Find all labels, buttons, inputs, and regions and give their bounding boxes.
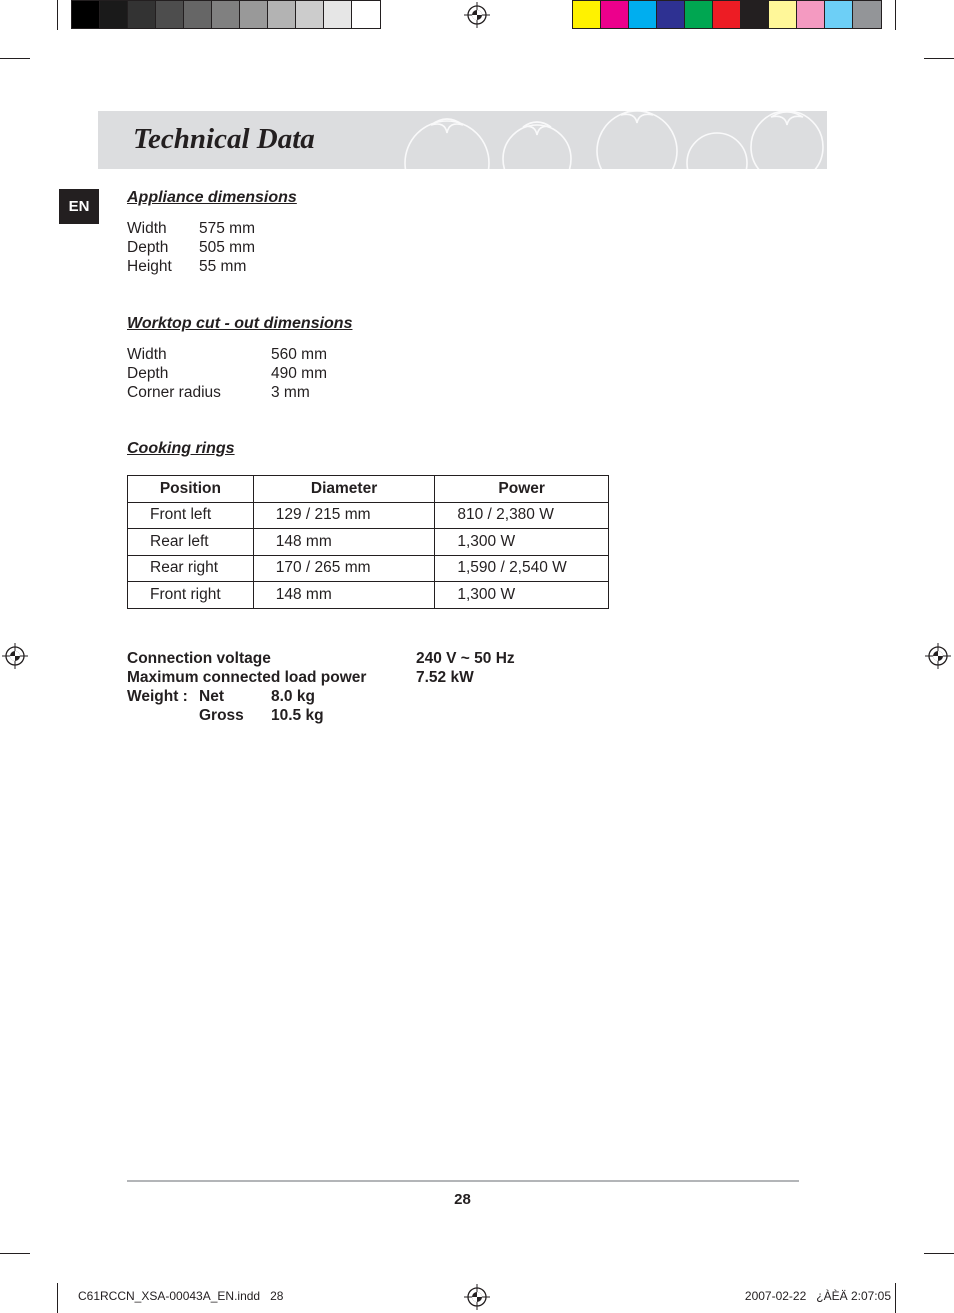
color-swatch-bar — [572, 0, 882, 29]
color-swatch — [573, 1, 601, 28]
color-swatch — [212, 1, 240, 28]
gray-swatch-bar — [71, 0, 381, 29]
cutout-value: 490 mm — [271, 365, 327, 382]
worktop-cutout-heading: Worktop cut - out dimensions — [127, 315, 353, 332]
cutout-value: 560 mm — [271, 346, 327, 363]
crop-mark — [924, 58, 954, 59]
position-cell: Rear left — [128, 529, 254, 556]
color-swatch — [296, 1, 324, 28]
dimension-label: Width — [127, 220, 167, 237]
color-swatch — [184, 1, 212, 28]
page-title: Technical Data — [133, 123, 315, 155]
table-row — [128, 529, 609, 556]
diameter-cell: 148 mm — [253, 529, 435, 556]
dimension-label: Height — [127, 258, 172, 275]
power-cell: 1,300 W — [435, 529, 609, 556]
table-row — [128, 555, 609, 582]
diameter-cell: 170 / 265 mm — [253, 555, 435, 582]
crop-mark — [0, 1253, 30, 1254]
table-row — [128, 582, 609, 609]
cooking-rings-table — [127, 475, 609, 609]
position-cell: Front left — [128, 502, 254, 529]
footer-divider — [127, 1180, 799, 1182]
color-swatch — [853, 1, 881, 28]
title-band — [98, 111, 827, 169]
color-swatch — [797, 1, 825, 28]
registration-mark-icon — [464, 1284, 490, 1310]
column-header: Power — [435, 476, 609, 503]
connection-voltage-label: Connection voltage — [127, 650, 271, 667]
column-header: Position — [128, 476, 254, 503]
connection-voltage-value: 240 V ~ 50 Hz — [416, 650, 515, 667]
registration-mark-icon — [925, 643, 951, 669]
date-slug: 2007-02-22 ¿ÀÈÄ 2:07:05 — [744, 1289, 891, 1303]
gross-weight-label: Gross — [199, 707, 244, 724]
cutout-label: Width — [127, 346, 167, 363]
file-slug: C61RCCN_XSA-00043A_EN.indd 28 — [78, 1289, 284, 1303]
power-cell: 1,300 W — [435, 582, 609, 609]
dimension-value: 575 mm — [199, 220, 255, 237]
color-swatch — [268, 1, 296, 28]
cutout-label: Corner radius — [127, 384, 221, 401]
tomato-decoration-icon — [387, 111, 827, 169]
power-cell: 810 / 2,380 W — [435, 502, 609, 529]
color-swatch — [156, 1, 184, 28]
color-swatch — [685, 1, 713, 28]
column-header: Diameter — [253, 476, 435, 503]
crop-mark — [895, 1283, 896, 1313]
dimension-value: 505 mm — [199, 239, 255, 256]
max-load-value: 7.52 kW — [416, 669, 474, 686]
power-cell: 1,590 / 2,540 W — [435, 555, 609, 582]
cutout-value: 3 mm — [271, 384, 310, 401]
color-swatch — [324, 1, 352, 28]
color-swatch — [128, 1, 156, 28]
diameter-cell: 148 mm — [253, 582, 435, 609]
color-swatch — [100, 1, 128, 28]
color-swatch — [657, 1, 685, 28]
color-swatch — [629, 1, 657, 28]
crop-mark — [895, 0, 896, 30]
net-weight-label: Net — [199, 688, 224, 705]
cooking-rings-heading: Cooking rings — [127, 440, 235, 457]
color-swatch — [72, 1, 100, 28]
color-swatch — [769, 1, 797, 28]
position-cell: Front right — [128, 582, 254, 609]
registration-mark-icon — [2, 643, 28, 669]
crop-mark — [924, 1253, 954, 1254]
table-header-row — [128, 476, 609, 503]
cutout-label: Depth — [127, 365, 169, 382]
crop-mark — [0, 58, 30, 59]
color-swatch — [601, 1, 629, 28]
crop-mark — [57, 0, 58, 30]
dimension-value: 55 mm — [199, 258, 247, 275]
max-load-label: Maximum connected load power — [127, 669, 367, 686]
weight-label: Weight : — [127, 688, 188, 705]
diameter-cell: 129 / 215 mm — [253, 502, 435, 529]
color-swatch — [713, 1, 741, 28]
color-swatch — [825, 1, 853, 28]
appliance-dimensions-heading: Appliance dimensions — [127, 189, 297, 206]
color-swatch — [741, 1, 769, 28]
crop-mark — [57, 1283, 58, 1313]
gross-weight-value: 10.5 kg — [271, 707, 324, 724]
color-swatch — [352, 1, 380, 28]
position-cell: Rear right — [128, 555, 254, 582]
dimension-label: Depth — [127, 239, 169, 256]
registration-mark-icon — [464, 2, 490, 28]
net-weight-value: 8.0 kg — [271, 688, 315, 705]
language-tab: EN — [59, 189, 99, 224]
table-row — [128, 502, 609, 529]
page-number: 28 — [454, 1191, 471, 1208]
color-swatch — [240, 1, 268, 28]
